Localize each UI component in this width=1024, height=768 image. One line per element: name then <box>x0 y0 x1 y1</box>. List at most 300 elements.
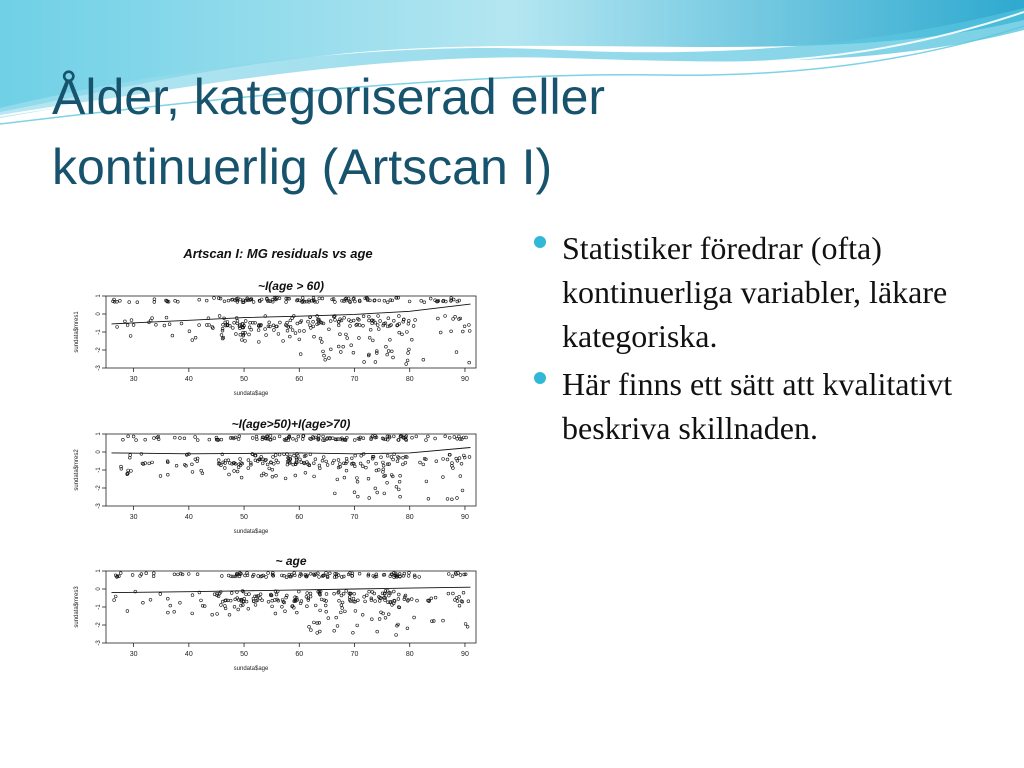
data-point <box>223 467 226 470</box>
data-point <box>387 317 390 320</box>
data-point <box>395 485 398 488</box>
data-point <box>378 600 381 603</box>
data-point <box>278 453 281 456</box>
data-point <box>313 621 316 624</box>
data-point <box>188 330 191 333</box>
data-point <box>298 338 301 341</box>
data-point <box>312 462 315 465</box>
data-point <box>336 478 339 481</box>
x-axis-label: sundata$age <box>233 666 269 672</box>
data-point <box>282 340 285 343</box>
bullet-dot-icon <box>534 236 546 248</box>
data-point <box>452 592 455 595</box>
data-point <box>153 301 156 304</box>
data-point <box>251 437 254 440</box>
data-point <box>309 324 312 327</box>
data-point <box>250 328 253 331</box>
data-point <box>373 592 376 595</box>
data-point <box>339 463 342 466</box>
data-point <box>159 593 162 596</box>
data-point <box>151 461 154 464</box>
x-tick-label: 50 <box>240 376 248 383</box>
data-point <box>467 600 470 603</box>
data-point <box>116 326 119 329</box>
data-point <box>382 464 385 467</box>
data-point <box>362 324 365 327</box>
data-point <box>285 576 288 579</box>
data-point <box>339 333 342 336</box>
data-point <box>455 351 458 354</box>
data-point <box>159 475 162 478</box>
data-point <box>427 497 430 500</box>
data-point <box>335 575 338 578</box>
data-point <box>387 350 390 353</box>
data-point <box>240 339 243 342</box>
x-axis-label: sundata$age <box>233 529 269 535</box>
residual-plot-2 <box>74 417 476 535</box>
data-point <box>456 459 459 462</box>
data-point <box>325 610 328 613</box>
data-point <box>341 601 344 604</box>
data-point <box>220 604 223 607</box>
data-point <box>414 319 417 322</box>
data-point <box>153 298 156 301</box>
data-point <box>413 574 416 577</box>
data-point <box>322 456 325 459</box>
data-point <box>408 300 411 303</box>
data-point <box>171 334 174 337</box>
data-point <box>179 437 182 440</box>
data-point <box>293 454 296 457</box>
data-point <box>180 322 183 325</box>
data-point <box>328 357 331 360</box>
data-point <box>317 434 320 437</box>
data-point <box>119 299 122 302</box>
data-point <box>201 472 204 475</box>
data-point <box>342 462 345 465</box>
data-point <box>358 337 361 340</box>
data-point <box>291 317 294 320</box>
data-point <box>352 319 355 322</box>
data-point <box>331 462 334 465</box>
data-point <box>306 592 309 595</box>
data-point <box>304 471 307 474</box>
data-point <box>444 435 447 438</box>
data-point <box>318 297 321 300</box>
data-point <box>239 333 242 336</box>
data-point <box>297 435 300 438</box>
data-point <box>127 435 130 438</box>
data-point <box>398 331 401 334</box>
data-point <box>368 319 371 322</box>
data-point <box>429 297 432 300</box>
data-point <box>354 610 357 613</box>
plot-frame <box>106 296 476 368</box>
data-point <box>312 320 315 323</box>
data-point <box>295 456 298 459</box>
data-point <box>345 469 348 472</box>
data-point <box>272 324 275 327</box>
data-point <box>114 595 117 598</box>
data-point <box>208 438 211 441</box>
data-point <box>353 465 356 468</box>
data-point <box>406 359 409 362</box>
data-point <box>377 315 380 318</box>
data-point <box>356 624 359 627</box>
data-point <box>278 435 281 438</box>
data-point <box>374 487 377 490</box>
data-point <box>325 571 328 574</box>
data-point <box>446 458 449 461</box>
data-point <box>427 435 430 438</box>
data-point <box>271 300 274 303</box>
data-point <box>434 437 437 440</box>
data-point <box>273 437 276 440</box>
data-point <box>416 599 419 602</box>
data-point <box>454 315 457 318</box>
y-tick-label: -2 <box>96 622 102 628</box>
data-point <box>149 598 152 601</box>
data-point <box>211 613 214 616</box>
data-point <box>367 460 370 463</box>
data-point <box>377 328 380 331</box>
data-point <box>196 439 199 442</box>
data-point <box>294 474 297 477</box>
residual-plot-3 <box>74 554 476 672</box>
data-point <box>271 571 274 574</box>
data-point <box>198 298 201 301</box>
data-point <box>464 623 467 626</box>
data-point <box>286 463 289 466</box>
data-point <box>126 610 129 613</box>
data-point <box>333 492 336 495</box>
data-point <box>458 604 461 607</box>
y-axis-label: sundata$mres2 <box>74 449 80 491</box>
data-point <box>235 333 238 336</box>
data-point <box>268 467 271 470</box>
data-point <box>277 333 280 336</box>
data-point <box>132 324 135 327</box>
data-point <box>148 462 151 465</box>
data-point <box>354 454 357 457</box>
data-point <box>271 468 274 471</box>
data-point <box>295 439 298 442</box>
data-point <box>219 297 222 300</box>
data-point <box>257 329 260 332</box>
data-point <box>135 439 138 442</box>
x-tick-label: 40 <box>184 376 193 383</box>
y-tick-label: -1 <box>96 329 102 335</box>
data-point <box>392 356 395 359</box>
data-point <box>298 330 301 333</box>
data-point <box>338 599 341 602</box>
data-point <box>191 594 194 597</box>
data-point <box>420 299 423 302</box>
data-point <box>450 330 453 333</box>
data-point <box>353 592 356 595</box>
data-point <box>376 324 379 327</box>
data-point <box>459 574 462 577</box>
data-point <box>166 597 169 600</box>
data-point <box>383 492 386 495</box>
data-point <box>194 336 197 339</box>
data-point <box>257 341 260 344</box>
data-point <box>322 322 325 325</box>
data-point <box>411 436 414 439</box>
data-point <box>345 457 348 460</box>
data-point <box>275 459 278 462</box>
data-point <box>205 299 208 302</box>
data-point <box>462 591 465 594</box>
data-point <box>286 329 289 332</box>
data-point <box>325 460 328 463</box>
x-tick-label: 80 <box>405 514 414 521</box>
data-point <box>368 336 371 339</box>
data-point <box>371 339 374 342</box>
bullet-dot-icon <box>534 372 546 384</box>
data-point <box>309 592 312 595</box>
x-tick-label: 30 <box>129 651 138 658</box>
data-point <box>376 630 379 633</box>
data-point <box>386 454 389 457</box>
data-point <box>318 576 321 579</box>
data-point <box>165 316 168 319</box>
smooth-line <box>112 587 471 592</box>
data-point <box>127 469 130 472</box>
data-point <box>374 321 377 324</box>
data-point <box>348 596 351 599</box>
data-point <box>412 325 415 328</box>
data-point <box>415 435 418 438</box>
data-point <box>306 605 309 608</box>
data-point <box>387 613 390 616</box>
data-point <box>173 436 176 439</box>
data-point <box>371 591 374 594</box>
data-point <box>406 331 409 334</box>
data-point <box>407 322 410 325</box>
data-point <box>272 456 275 459</box>
data-point <box>191 339 194 342</box>
data-point <box>240 476 243 479</box>
data-point <box>398 315 401 318</box>
data-point <box>418 576 421 579</box>
bullet-text: Här finns ett sätt att kvalitativt beskriva skillnaden. <box>562 366 953 446</box>
data-point <box>410 598 413 601</box>
data-point <box>177 573 180 576</box>
data-point <box>337 324 340 327</box>
data-point <box>328 328 331 331</box>
data-point <box>179 601 182 604</box>
data-point <box>129 454 132 457</box>
data-point <box>345 333 348 336</box>
smooth-line <box>112 304 471 324</box>
data-point <box>329 348 332 351</box>
data-point <box>362 315 365 318</box>
data-point <box>401 463 404 466</box>
x-tick-label: 60 <box>295 376 304 383</box>
data-point <box>451 462 454 465</box>
x-tick-label: 90 <box>461 651 469 658</box>
data-point <box>166 473 169 476</box>
data-point <box>220 575 223 578</box>
data-point <box>437 317 440 320</box>
data-point <box>468 330 471 333</box>
data-point <box>325 593 328 596</box>
data-point <box>352 631 355 634</box>
data-point <box>468 324 471 327</box>
data-point <box>255 435 258 438</box>
data-point <box>350 344 353 347</box>
data-point <box>227 299 230 302</box>
data-point <box>187 573 190 576</box>
data-point <box>275 474 278 477</box>
data-point <box>319 609 322 612</box>
data-point <box>309 572 312 575</box>
data-point <box>247 467 250 470</box>
data-point <box>386 481 389 484</box>
x-tick-label: 40 <box>184 514 193 521</box>
data-point <box>405 363 408 366</box>
data-point <box>126 324 129 327</box>
data-point <box>344 610 347 613</box>
data-point <box>252 301 255 304</box>
data-point <box>274 612 277 615</box>
data-point <box>244 340 247 343</box>
plot-frame <box>106 434 476 506</box>
plot-title: ~I(age > 60) <box>257 279 325 293</box>
data-point <box>119 572 122 575</box>
y-axis-label: sundata$mres3 <box>74 586 80 628</box>
data-point <box>361 465 364 468</box>
data-point <box>200 469 203 472</box>
data-point <box>425 480 428 483</box>
bullet-text: Statistiker föredrar (ofta) kontinuerliga variabler, läkare kategoriska. <box>562 230 948 354</box>
data-point <box>307 320 310 323</box>
data-point <box>273 329 276 332</box>
data-point <box>327 617 330 620</box>
bullet-item <box>532 226 1002 358</box>
y-tick-label: 1 <box>96 569 102 573</box>
data-point <box>370 599 373 602</box>
data-point <box>404 461 407 464</box>
data-point <box>198 324 201 327</box>
data-point <box>352 351 355 354</box>
data-point <box>320 598 323 601</box>
y-tick-label: 0 <box>96 450 102 454</box>
data-point <box>353 439 356 442</box>
data-point <box>233 605 236 608</box>
data-point <box>301 438 304 441</box>
data-point <box>314 458 317 461</box>
data-point <box>339 351 342 354</box>
data-point <box>260 474 263 477</box>
data-point <box>295 611 298 614</box>
data-point <box>350 320 353 323</box>
data-point <box>284 610 287 613</box>
data-point <box>343 476 346 479</box>
data-point <box>397 488 400 491</box>
data-point <box>228 613 231 616</box>
data-point <box>248 333 251 336</box>
data-point <box>425 439 428 442</box>
x-tick-label: 50 <box>240 651 248 658</box>
data-point <box>324 604 327 607</box>
data-point <box>376 491 379 494</box>
data-point <box>367 477 370 480</box>
data-point <box>266 463 269 466</box>
data-point <box>468 456 471 459</box>
data-point <box>151 317 154 320</box>
data-point <box>369 328 372 331</box>
data-point <box>413 616 416 619</box>
data-point <box>365 466 368 469</box>
x-tick-label: 60 <box>295 514 304 521</box>
smooth-line <box>112 448 471 454</box>
data-point <box>175 464 178 467</box>
data-point <box>391 299 394 302</box>
data-point <box>360 454 363 457</box>
data-point <box>343 316 346 319</box>
data-point <box>267 572 270 575</box>
data-point <box>386 301 389 304</box>
data-point <box>361 613 364 616</box>
x-tick-label: 70 <box>350 376 359 383</box>
data-point <box>442 458 445 461</box>
data-point <box>340 604 343 607</box>
data-point <box>261 462 264 465</box>
data-point <box>237 438 240 441</box>
data-point <box>326 464 329 467</box>
data-point <box>423 301 426 304</box>
data-point <box>362 437 365 440</box>
data-point <box>355 324 358 327</box>
data-point <box>408 571 411 574</box>
data-point <box>390 456 393 459</box>
data-point <box>336 625 339 628</box>
data-point <box>384 616 387 619</box>
data-point <box>313 335 316 338</box>
y-tick-label: -3 <box>96 640 102 646</box>
data-point <box>434 596 437 599</box>
data-point <box>279 321 282 324</box>
data-point <box>220 334 223 337</box>
data-point <box>174 299 177 302</box>
data-point <box>408 348 411 351</box>
data-point <box>237 466 240 469</box>
data-point <box>392 590 395 593</box>
data-point <box>191 463 194 466</box>
data-point <box>265 473 268 476</box>
data-point <box>131 574 134 577</box>
data-point <box>456 497 459 500</box>
data-point <box>363 361 366 364</box>
data-point <box>191 471 194 474</box>
data-point <box>333 629 336 632</box>
data-point <box>392 435 395 438</box>
data-point <box>132 435 135 438</box>
data-point <box>144 438 147 441</box>
data-point <box>390 350 393 353</box>
data-point <box>395 634 398 637</box>
data-point <box>365 594 368 597</box>
y-tick-label: -2 <box>96 485 102 491</box>
data-point <box>265 576 268 579</box>
data-point <box>288 335 291 338</box>
data-point <box>299 353 302 356</box>
data-point <box>261 599 264 602</box>
data-point <box>384 599 387 602</box>
x-tick-label: 70 <box>350 514 359 521</box>
